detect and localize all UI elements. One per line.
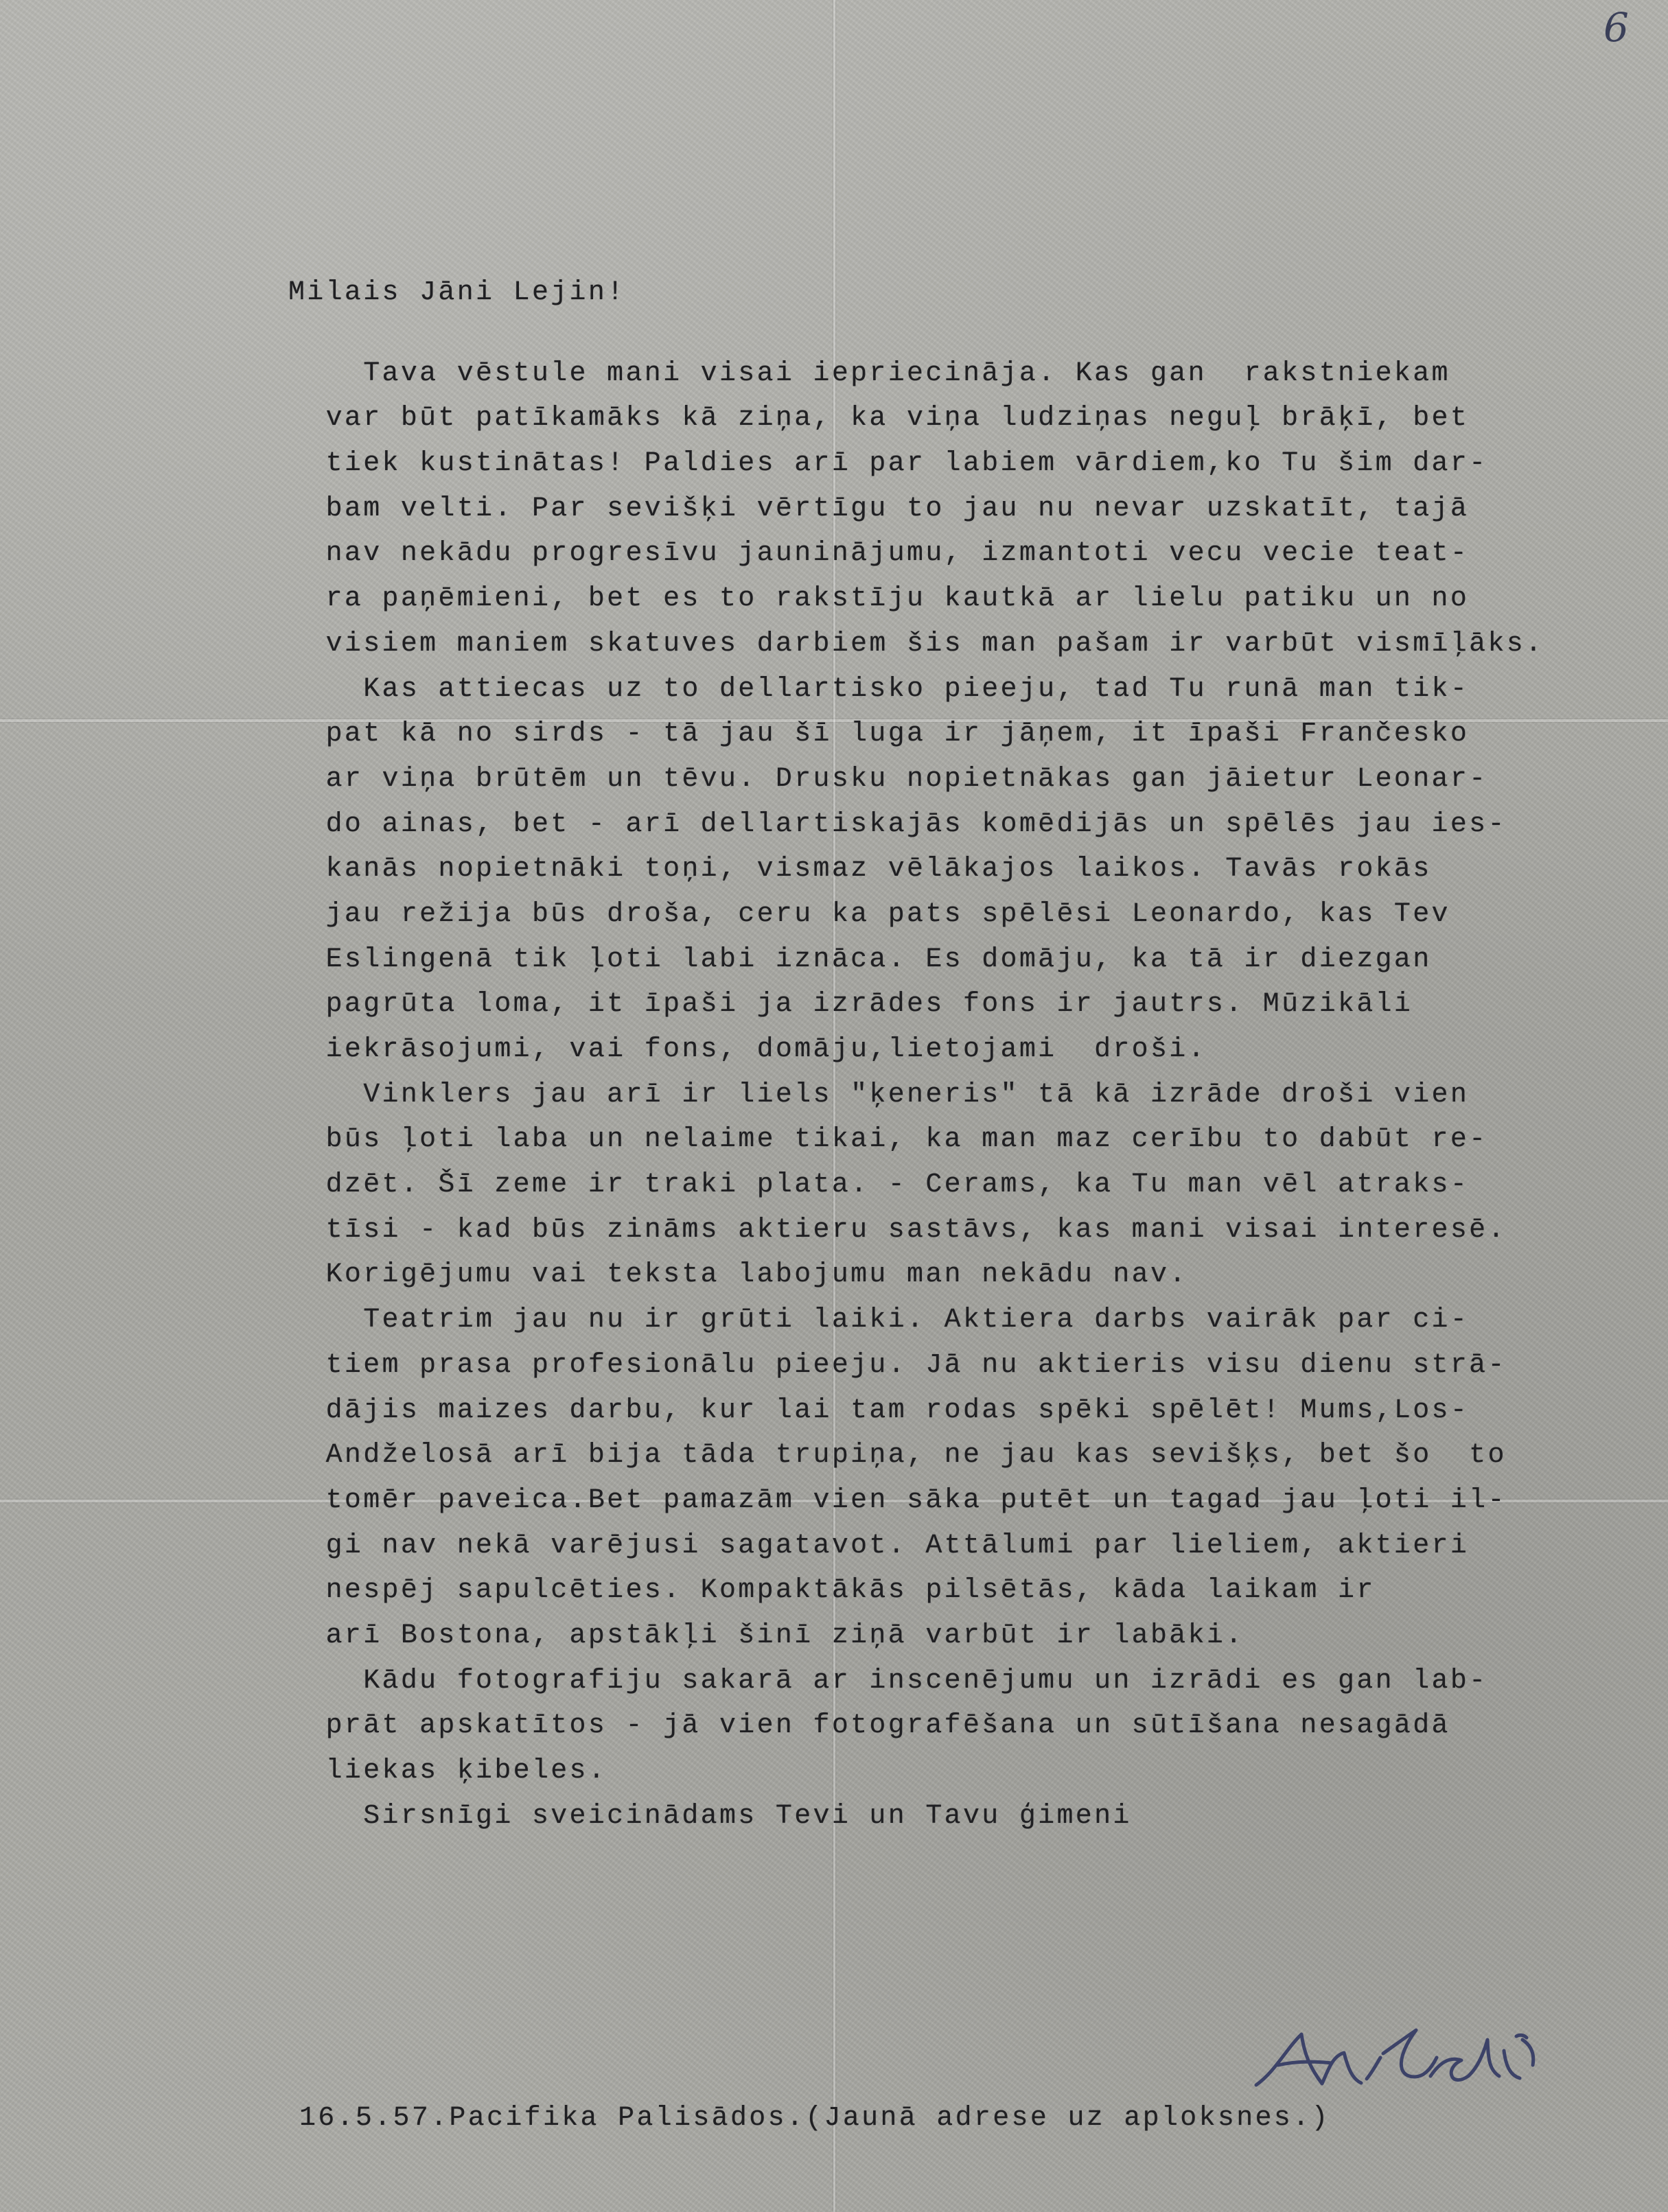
salutation: Milais Jāni Lejin!	[288, 277, 626, 308]
letter-line: nav nekādu progresīvu jauninājumu, izmantoti vecu vecie teat-	[288, 538, 1470, 570]
date-place-line: 16.5.57.Pacifika Palisādos.(Jaunā adrese uz aploksnes.)	[299, 2103, 1330, 2134]
letter-line: ar viņa brūtēm un tēvu. Drusku nopietnākas gan jāietur Leonar-	[288, 763, 1488, 795]
handwritten-signature	[1242, 2014, 1544, 2099]
letter-line: ra paņēmieni, bet es to rakstīju kautkā ar lielu patiku un no	[288, 583, 1470, 615]
letter-line: liekas ķibeles.	[288, 1756, 607, 1786]
letter-line: dzēt. Šī zeme ir traki plata. - Cerams, ka Tu man vēl atraks-	[288, 1169, 1470, 1201]
letter-line: tiek kustinātas! Paldies arī par labiem vārdiem,ko Tu šim dar-	[288, 448, 1488, 480]
letter-paragraphs	[288, 351, 1627, 1794]
letter-line: iekrāsojumi, vai fons, domāju,lietojami droši.	[288, 1034, 1207, 1065]
letter-line: Teatrim jau nu ir grūti laiki. Aktiera darbs vairāk par ci-	[288, 1305, 1470, 1336]
letter-line: jau režija būs droša, ceru ka pats spēlēsi Leonardo, kas Tev	[288, 898, 1450, 930]
letter-line: Eslingenā tik ļoti labi iznāca. Es domāju, ka tā ir diezgan	[288, 944, 1432, 975]
letter-line: arī Bostona, apstākļi šinī ziņā varbūt ir labāki.	[288, 1620, 1244, 1651]
letter-line: dājis maizes darbu, kur lai tam rodas spēki spēlēt! Mums,Los-	[288, 1395, 1470, 1426]
letter-body	[288, 270, 1627, 1839]
letter-line: Kas attiecas uz to dellartisko pieeju, tad Tu runā man tik-	[288, 673, 1470, 705]
closing-line: Sirsnīgi sveicinādams Tevi un Tavu ģimeni	[288, 1800, 1132, 1832]
page-number: 6	[1603, 4, 1629, 51]
letter-line: Andželosā arī bija tāda trupiņa, ne jau kas sevišķs, bet šo to	[288, 1440, 1507, 1471]
letter-line: tomēr paveica.Bet pamazām vien sāka putēt un tagad jau ļoti il-	[288, 1485, 1507, 1516]
letter-line: do ainas, bet - arī dellartiskajās komēdijās un spēlēs jau ies-	[288, 808, 1507, 840]
letter-line: būs ļoti laba un nelaime tikai, ka man maz cerību to dabūt re-	[288, 1124, 1488, 1156]
letter-line: var būt patīkamāks kā ziņa, ka viņa ludziņas neguļ brāķī, bet	[288, 403, 1470, 434]
letter-line: Kādu fotografiju sakarā ar inscenējumu un izrādi es gan lab-	[288, 1665, 1488, 1697]
letter-line: Korigējumu vai teksta labojumu man nekādu nav.	[288, 1259, 1188, 1291]
letter-line: kanās nopietnāki toņi, vismaz vēlākajos laikos. Tavās rokās	[288, 854, 1432, 885]
letter-line: Tava vēstule mani visai iepriecināja. Kas gan rakstniekam	[288, 358, 1450, 389]
letter-line: nespēj sapulcēties. Kompaktākās pilsētās, kāda laikam ir	[288, 1575, 1376, 1607]
letter-line: pat kā no sirds - tā jau šī luga ir jāņem, it īpaši Frančesko	[288, 719, 1470, 750]
letter-line: gi nav nekā varējusi sagatavot. Attālumi par lieliem, aktieri	[288, 1530, 1470, 1561]
letter-line: Vinklers jau arī ir liels "ķeneris" tā kā izrāde droši vien	[288, 1079, 1470, 1110]
letter-line: visiem maniem skatuves darbiem šis man pašam ir varbūt vismīļāks.	[288, 628, 1544, 660]
letter-line: tīsi - kad būs zināms aktieru sastāvs, kas mani visai interesē.	[288, 1214, 1507, 1246]
letter-line: tiem prasa profesionālu pieeju. Jā nu aktieris visu dienu strā-	[288, 1349, 1507, 1381]
letter-line: bam velti. Par sevišķi vērtīgu to jau nu nevar uzskatīt, tajā	[288, 493, 1470, 524]
letter-line: prāt apskatītos - jā vien fotografēšana un sūtīšana nesagādā	[288, 1710, 1450, 1742]
letter-line: pagrūta loma, it īpaši ja izrādes fons ir jautrs. Mūzikāli	[288, 989, 1413, 1021]
